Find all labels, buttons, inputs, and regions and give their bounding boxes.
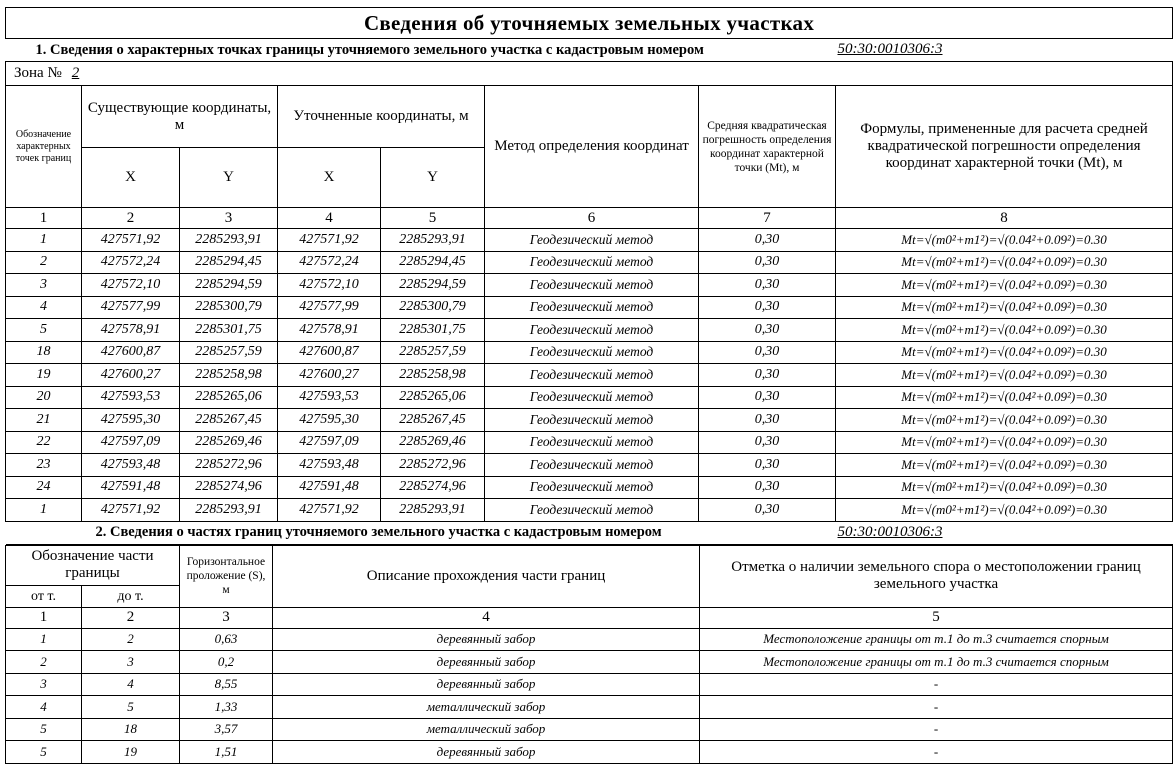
- existing-x-cell: 427591,48: [82, 476, 180, 499]
- length-cell: 3,57: [180, 718, 273, 741]
- existing-x-cell: 427572,10: [82, 274, 180, 297]
- to-cell: 4: [82, 673, 180, 696]
- error-cell: 0,30: [699, 229, 836, 252]
- table-row: [6, 274, 1173, 297]
- col-number: 1: [6, 607, 82, 628]
- method-cell: Геодезический метод: [485, 319, 699, 342]
- zone-value: 2: [71, 65, 80, 81]
- point-cell: 23: [6, 454, 82, 477]
- error-cell: 0,30: [699, 364, 836, 387]
- table-row: [6, 296, 1173, 319]
- formula-cell: Mt=√(m0²+m1²)=√(0.04²+0.09²)=0.30: [836, 476, 1173, 499]
- header-method: Метод определения координат: [485, 86, 699, 208]
- error-cell: 0,30: [699, 274, 836, 297]
- zone-line: [6, 62, 1173, 86]
- existing-y-cell: 2285294,45: [180, 251, 278, 274]
- method-cell: Геодезический метод: [485, 296, 699, 319]
- formula-cell: Mt=√(m0²+m1²)=√(0.04²+0.09²)=0.30: [836, 319, 1173, 342]
- from-cell: 2: [6, 651, 82, 674]
- desc-cell: деревянный забор: [273, 741, 700, 764]
- desc-cell: деревянный забор: [273, 673, 700, 696]
- col-number: 6: [485, 208, 699, 229]
- error-cell: 0,30: [699, 386, 836, 409]
- point-cell: 19: [6, 364, 82, 387]
- header-existing: Существующие координаты, м: [82, 86, 278, 148]
- point-cell: 2: [6, 251, 82, 274]
- dispute-cell: -: [700, 718, 1173, 741]
- dispute-cell: -: [700, 741, 1173, 764]
- point-cell: 4: [6, 296, 82, 319]
- to-cell: 18: [82, 718, 180, 741]
- method-cell: Геодезический метод: [485, 341, 699, 364]
- desc-cell: металлический забор: [273, 718, 700, 741]
- section1-heading-text: 1. Сведения о характерных точках границы уточняемого земельного участка с кадастровым номером: [35, 41, 704, 58]
- refined-y-cell: 2285294,59: [381, 274, 485, 297]
- refined-y-cell: 2285267,45: [381, 409, 485, 432]
- header-from: от т.: [6, 585, 82, 607]
- existing-y-cell: 2285269,46: [180, 431, 278, 454]
- method-cell: Геодезический метод: [485, 274, 699, 297]
- header-desc: Описание прохождения части границ: [273, 545, 700, 607]
- refined-x-cell: 427593,48: [278, 454, 381, 477]
- table-row: [6, 718, 1173, 741]
- header-refined-x: X: [278, 148, 381, 208]
- refined-y-cell: 2285274,96: [381, 476, 485, 499]
- header-dispute: Отметка о наличии земельного спора о местоположении границ земельного участка: [700, 545, 1173, 607]
- formula-cell: Mt=√(m0²+m1²)=√(0.04²+0.09²)=0.30: [836, 341, 1173, 364]
- header-part: Обозначение части границы: [6, 545, 180, 585]
- desc-cell: деревянный забор: [273, 628, 700, 651]
- point-cell: 1: [6, 229, 82, 252]
- dispute-cell: Местоположение границы от т.1 до т.3 считается спорным: [700, 651, 1173, 674]
- desc-cell: деревянный забор: [273, 651, 700, 674]
- column-numbers-row: [6, 208, 1173, 229]
- error-cell: 0,30: [699, 454, 836, 477]
- desc-cell: металлический забор: [273, 696, 700, 719]
- point-cell: 22: [6, 431, 82, 454]
- formula-cell: Mt=√(m0²+m1²)=√(0.04²+0.09²)=0.30: [836, 409, 1173, 432]
- method-cell: Геодезический метод: [485, 251, 699, 274]
- formula-cell: Mt=√(m0²+m1²)=√(0.04²+0.09²)=0.30: [836, 274, 1173, 297]
- point-cell: 5: [6, 319, 82, 342]
- method-cell: Геодезический метод: [485, 229, 699, 252]
- error-cell: 0,30: [699, 476, 836, 499]
- existing-y-cell: 2285293,91: [180, 229, 278, 252]
- table-row: [6, 476, 1173, 499]
- col-number: 4: [278, 208, 381, 229]
- existing-y-cell: 2285301,75: [180, 319, 278, 342]
- formula-cell: Mt=√(m0²+m1²)=√(0.04²+0.09²)=0.30: [836, 364, 1173, 387]
- table-row: [6, 251, 1173, 274]
- formula-cell: Mt=√(m0²+m1²)=√(0.04²+0.09²)=0.30: [836, 296, 1173, 319]
- table-row: [6, 364, 1173, 387]
- existing-x-cell: 427593,48: [82, 454, 180, 477]
- formula-cell: Mt=√(m0²+m1²)=√(0.04²+0.09²)=0.30: [836, 499, 1173, 522]
- dispute-cell: -: [700, 696, 1173, 719]
- points-table: [5, 7, 1173, 545]
- table-row: [6, 651, 1173, 674]
- refined-y-cell: 2285265,06: [381, 386, 485, 409]
- error-cell: 0,30: [699, 251, 836, 274]
- length-cell: 1,33: [180, 696, 273, 719]
- length-cell: 0,2: [180, 651, 273, 674]
- error-cell: 0,30: [699, 431, 836, 454]
- table-row: [6, 341, 1173, 364]
- table-row: [6, 409, 1173, 432]
- to-cell: 2: [82, 628, 180, 651]
- table-row: [6, 319, 1173, 342]
- to-cell: 3: [82, 651, 180, 674]
- header-error: Средняя квадратическая погрешность определения координат характерной точки (Mt), м: [699, 86, 836, 208]
- existing-y-cell: 2285257,59: [180, 341, 278, 364]
- refined-y-cell: 2285257,59: [381, 341, 485, 364]
- refined-x-cell: 427571,92: [278, 499, 381, 522]
- refined-x-cell: 427595,30: [278, 409, 381, 432]
- existing-x-cell: 427593,53: [82, 386, 180, 409]
- existing-y-cell: 2285272,96: [180, 454, 278, 477]
- table-row: [6, 741, 1173, 764]
- refined-x-cell: 427577,99: [278, 296, 381, 319]
- refined-y-cell: 2285272,96: [381, 454, 485, 477]
- method-cell: Геодезический метод: [485, 499, 699, 522]
- refined-y-cell: 2285269,46: [381, 431, 485, 454]
- dispute-cell: -: [700, 673, 1173, 696]
- refined-x-cell: 427591,48: [278, 476, 381, 499]
- error-cell: 0,30: [699, 319, 836, 342]
- to-cell: 5: [82, 696, 180, 719]
- existing-y-cell: 2285293,91: [180, 499, 278, 522]
- existing-x-cell: 427597,09: [82, 431, 180, 454]
- formula-cell: Mt=√(m0²+m1²)=√(0.04²+0.09²)=0.30: [836, 251, 1173, 274]
- document-title: Сведения об уточняемых земельных участках: [6, 8, 1173, 39]
- point-cell: 24: [6, 476, 82, 499]
- existing-x-cell: 427600,87: [82, 341, 180, 364]
- method-cell: Геодезический метод: [485, 386, 699, 409]
- point-cell: 20: [6, 386, 82, 409]
- parts-table: [5, 545, 1173, 764]
- from-cell: 3: [6, 673, 82, 696]
- formula-cell: Mt=√(m0²+m1²)=√(0.04²+0.09²)=0.30: [836, 229, 1173, 252]
- existing-x-cell: 427600,27: [82, 364, 180, 387]
- col-number: 7: [699, 208, 836, 229]
- from-cell: 1: [6, 628, 82, 651]
- section2-heading-text: 2. Сведения о частях границ уточняемого земельного участка с кадастровым номером: [95, 524, 662, 540]
- table-row: [6, 628, 1173, 651]
- refined-x-cell: 427571,92: [278, 229, 381, 252]
- table-row: [6, 673, 1173, 696]
- col-number: 4: [273, 607, 700, 628]
- header-formula: Формулы, примененные для расчета средней квадратической погрешности определения координат характерной точки (Mt), м: [836, 86, 1173, 208]
- refined-x-cell: 427572,10: [278, 274, 381, 297]
- header-refined-y: Y: [381, 148, 485, 208]
- existing-x-cell: 427572,24: [82, 251, 180, 274]
- table-row: [6, 454, 1173, 477]
- refined-y-cell: 2285293,91: [381, 499, 485, 522]
- refined-y-cell: 2285258,98: [381, 364, 485, 387]
- error-cell: 0,30: [699, 499, 836, 522]
- table-row: [6, 696, 1173, 719]
- existing-y-cell: 2285267,45: [180, 409, 278, 432]
- section1-heading: [6, 39, 1173, 62]
- length-cell: 8,55: [180, 673, 273, 696]
- point-cell: 18: [6, 341, 82, 364]
- dispute-cell: Местоположение границы от т.1 до т.3 считается спорным: [700, 628, 1173, 651]
- refined-x-cell: 427597,09: [278, 431, 381, 454]
- method-cell: Геодезический метод: [485, 454, 699, 477]
- error-cell: 0,30: [699, 409, 836, 432]
- col-number: 3: [180, 208, 278, 229]
- table-row: [6, 386, 1173, 409]
- from-cell: 5: [6, 718, 82, 741]
- error-cell: 0,30: [699, 341, 836, 364]
- header-to: до т.: [82, 585, 180, 607]
- refined-y-cell: 2285293,91: [381, 229, 485, 252]
- refined-x-cell: 427572,24: [278, 251, 381, 274]
- refined-x-cell: 427593,53: [278, 386, 381, 409]
- refined-y-cell: 2285294,45: [381, 251, 485, 274]
- refined-x-cell: 427578,91: [278, 319, 381, 342]
- refined-y-cell: 2285300,79: [381, 296, 485, 319]
- col-number: 1: [6, 208, 82, 229]
- length-cell: 1,51: [180, 741, 273, 764]
- from-cell: 5: [6, 741, 82, 764]
- header-point: Обозначение характерных точек границ: [6, 86, 82, 208]
- existing-y-cell: 2285294,59: [180, 274, 278, 297]
- col-number: 5: [700, 607, 1173, 628]
- point-cell: 1: [6, 499, 82, 522]
- length-cell: 0,63: [180, 628, 273, 651]
- zone-label: Зона №: [14, 65, 62, 81]
- existing-x-cell: 427595,30: [82, 409, 180, 432]
- col-number: 2: [82, 208, 180, 229]
- section2-cadastral-number: 50:30:0010306:3: [837, 523, 943, 540]
- formula-cell: Mt=√(m0²+m1²)=√(0.04²+0.09²)=0.30: [836, 386, 1173, 409]
- from-cell: 4: [6, 696, 82, 719]
- point-cell: 21: [6, 409, 82, 432]
- header-refined: Уточненные координаты, м: [278, 86, 485, 148]
- existing-y-cell: 2285274,96: [180, 476, 278, 499]
- error-cell: 0,30: [699, 296, 836, 319]
- method-cell: Геодезический метод: [485, 364, 699, 387]
- col-number: 8: [836, 208, 1173, 229]
- document-sheet: [5, 7, 1172, 764]
- header-existing-x: X: [82, 148, 180, 208]
- section1-cadastral-number: 50:30:0010306:3: [837, 41, 943, 57]
- point-cell: 3: [6, 274, 82, 297]
- existing-x-cell: 427571,92: [82, 499, 180, 522]
- formula-cell: Mt=√(m0²+m1²)=√(0.04²+0.09²)=0.30: [836, 454, 1173, 477]
- table-row: [6, 431, 1173, 454]
- existing-x-cell: 427571,92: [82, 229, 180, 252]
- existing-y-cell: 2285265,06: [180, 386, 278, 409]
- table-row: [6, 229, 1173, 252]
- refined-y-cell: 2285301,75: [381, 319, 485, 342]
- method-cell: Геодезический метод: [485, 476, 699, 499]
- formula-cell: Mt=√(m0²+m1²)=√(0.04²+0.09²)=0.30: [836, 431, 1173, 454]
- header-existing-y: Y: [180, 148, 278, 208]
- method-cell: Геодезический метод: [485, 409, 699, 432]
- section2-heading: [6, 521, 1173, 544]
- col-number: 2: [82, 607, 180, 628]
- existing-y-cell: 2285258,98: [180, 364, 278, 387]
- method-cell: Геодезический метод: [485, 431, 699, 454]
- col-number: 3: [180, 607, 273, 628]
- header-length: Горизонтальное проложение (S), м: [180, 545, 273, 607]
- existing-y-cell: 2285300,79: [180, 296, 278, 319]
- existing-x-cell: 427578,91: [82, 319, 180, 342]
- to-cell: 19: [82, 741, 180, 764]
- col-number: 5: [381, 208, 485, 229]
- refined-x-cell: 427600,87: [278, 341, 381, 364]
- refined-x-cell: 427600,27: [278, 364, 381, 387]
- existing-x-cell: 427577,99: [82, 296, 180, 319]
- table-row: [6, 499, 1173, 522]
- parts-column-numbers-row: [6, 607, 1173, 628]
